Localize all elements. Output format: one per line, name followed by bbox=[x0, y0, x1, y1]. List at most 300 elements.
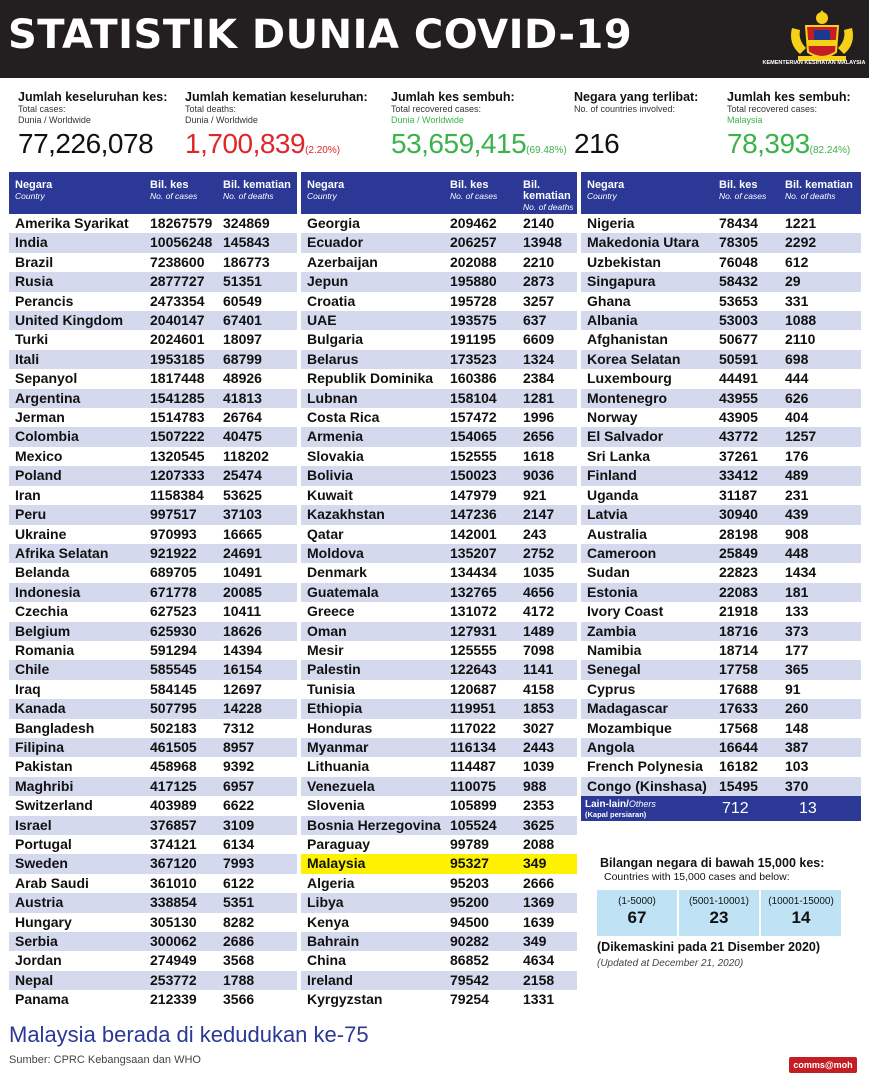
table-row bbox=[9, 583, 297, 602]
case-count: 44491 bbox=[719, 370, 758, 387]
case-count: 2473354 bbox=[150, 292, 205, 309]
table-row bbox=[581, 680, 861, 699]
table-row bbox=[581, 583, 861, 602]
case-count: 1207333 bbox=[150, 467, 205, 484]
case-count: 154065 bbox=[450, 428, 497, 445]
death-count: 2656 bbox=[523, 428, 555, 445]
case-count: 127931 bbox=[450, 622, 497, 639]
table-row bbox=[301, 466, 577, 485]
country-name: United Kingdom bbox=[15, 312, 124, 329]
death-count: 1853 bbox=[523, 700, 555, 717]
recovered-world-value: 53,659,415(69.48%) bbox=[391, 128, 567, 159]
table-row bbox=[9, 816, 297, 835]
case-count: 119951 bbox=[450, 700, 496, 717]
table-row bbox=[9, 525, 297, 544]
death-count: 260 bbox=[785, 700, 809, 717]
death-count: 29 bbox=[785, 273, 801, 290]
country-name: Azerbaijan bbox=[307, 253, 378, 270]
death-count: 9392 bbox=[223, 758, 255, 775]
below-threshold-section: Bilangan negara di bawah 15,000 kes: Countries with 15,000 cases and below: bbox=[600, 856, 825, 883]
country-name: Belarus bbox=[307, 350, 359, 367]
country-name: Oman bbox=[307, 622, 347, 639]
case-count: 591294 bbox=[150, 641, 197, 658]
country-name: Bahrain bbox=[307, 933, 360, 950]
case-count: 2040147 bbox=[150, 312, 205, 329]
table-row bbox=[9, 680, 297, 699]
country-name: Kyrgyzstan bbox=[307, 991, 383, 1008]
death-count: 60549 bbox=[223, 292, 262, 309]
case-count: 120687 bbox=[450, 680, 497, 697]
others-row: Lain-lain/Others (Kapal persiaran) 712 13 bbox=[581, 796, 861, 821]
case-count: 53003 bbox=[719, 312, 758, 329]
country-name: Belgium bbox=[15, 622, 71, 639]
table-row bbox=[581, 311, 861, 330]
case-count: 50591 bbox=[719, 350, 758, 367]
table-row bbox=[9, 292, 297, 311]
table-row bbox=[9, 602, 297, 621]
table-row bbox=[9, 641, 297, 660]
table-row bbox=[581, 777, 861, 796]
country-name: Iraq bbox=[15, 680, 41, 697]
case-count: 417125 bbox=[150, 777, 197, 794]
death-count: 2210 bbox=[523, 253, 555, 270]
death-count: 41813 bbox=[223, 389, 262, 406]
death-count: 3109 bbox=[223, 816, 255, 833]
header-deaths: Bil. kematian No. of deaths bbox=[523, 179, 574, 212]
table-row bbox=[581, 330, 861, 349]
table-row bbox=[9, 854, 297, 873]
table-row bbox=[301, 854, 577, 873]
country-name: Republik Dominika bbox=[307, 370, 434, 387]
case-count: 18267579 bbox=[150, 215, 213, 231]
death-count: 626 bbox=[785, 389, 809, 406]
death-count: 1281 bbox=[523, 389, 555, 406]
table-row bbox=[581, 447, 861, 466]
country-name: Indonesia bbox=[15, 583, 81, 600]
death-count: 387 bbox=[785, 738, 809, 755]
table-row bbox=[9, 350, 297, 369]
country-name: Angola bbox=[587, 738, 635, 755]
country-name: Nepal bbox=[15, 971, 54, 988]
header-country: Negara Country bbox=[15, 179, 53, 201]
death-count: 2158 bbox=[523, 971, 555, 988]
case-count: 116134 bbox=[450, 738, 496, 755]
table-row bbox=[301, 816, 577, 835]
death-count: 2384 bbox=[523, 370, 555, 387]
country-name: Peru bbox=[15, 506, 47, 523]
range-box: (1-5000) 67 bbox=[597, 890, 677, 936]
death-count: 444 bbox=[785, 370, 809, 387]
country-name: Madagascar bbox=[587, 700, 668, 717]
case-count: 403989 bbox=[150, 797, 197, 814]
case-count: 997517 bbox=[150, 506, 197, 523]
death-count: 921 bbox=[523, 486, 547, 503]
case-count: 94500 bbox=[450, 913, 489, 930]
death-count: 1369 bbox=[523, 894, 555, 911]
country-name: Colombia bbox=[15, 428, 79, 445]
case-count: 95327 bbox=[450, 855, 489, 872]
country-name: Turki bbox=[15, 331, 49, 348]
death-count: 16665 bbox=[223, 525, 262, 542]
table-row bbox=[301, 796, 577, 815]
country-name: Uzbekistan bbox=[587, 253, 661, 270]
case-count: 158104 bbox=[450, 389, 497, 406]
death-count: 1639 bbox=[523, 913, 555, 930]
table-row bbox=[301, 951, 577, 970]
country-name: Lithuania bbox=[307, 758, 370, 775]
country-name: French Polynesia bbox=[587, 758, 703, 775]
table-row bbox=[9, 757, 297, 776]
country-name: Cameroon bbox=[587, 544, 657, 561]
table-row bbox=[301, 447, 577, 466]
case-count: 110075 bbox=[450, 777, 496, 794]
country-name: Ghana bbox=[587, 292, 631, 309]
case-count: 105524 bbox=[450, 816, 497, 833]
country-name: Malaysia bbox=[307, 855, 366, 872]
country-name: Portugal bbox=[15, 836, 72, 852]
country-name: Tunisia bbox=[307, 680, 355, 697]
case-count: 16644 bbox=[719, 738, 758, 755]
death-count: 48926 bbox=[223, 370, 262, 387]
table-row bbox=[301, 544, 577, 563]
table-row bbox=[9, 932, 297, 951]
table-row bbox=[301, 835, 577, 854]
table-row bbox=[9, 389, 297, 408]
malaysia-rank: Malaysia berada di kedudukan ke-75 bbox=[9, 1022, 369, 1047]
stat-countries: Negara yang terlibat: No. of countries involved: 216 bbox=[574, 90, 699, 159]
death-count: 186773 bbox=[223, 253, 270, 270]
country-name: Guatemala bbox=[307, 583, 379, 600]
death-count: 12697 bbox=[223, 680, 262, 697]
country-name: Jerman bbox=[15, 409, 65, 426]
death-count: 1489 bbox=[523, 622, 555, 639]
country-name: Serbia bbox=[15, 933, 58, 950]
country-name: Uganda bbox=[587, 486, 639, 503]
table-row bbox=[9, 466, 297, 485]
country-name: El Salvador bbox=[587, 428, 664, 445]
death-count: 1035 bbox=[523, 564, 555, 581]
country-name: Maghribi bbox=[15, 777, 74, 794]
case-count: 1541285 bbox=[150, 389, 205, 406]
table-row bbox=[9, 214, 297, 233]
case-count: 152555 bbox=[450, 447, 497, 464]
death-count: 3027 bbox=[523, 719, 555, 736]
table-row bbox=[9, 233, 297, 252]
death-count: 26764 bbox=[223, 409, 262, 426]
death-count: 331 bbox=[785, 292, 809, 309]
table-header bbox=[301, 172, 577, 214]
case-count: 25849 bbox=[719, 544, 758, 561]
case-count: 18714 bbox=[719, 641, 758, 658]
table-row bbox=[9, 990, 297, 1009]
case-count: 43955 bbox=[719, 389, 758, 406]
table-row bbox=[301, 486, 577, 505]
case-count: 585545 bbox=[150, 661, 197, 678]
header-cases: Bil. kes No. of cases bbox=[719, 179, 767, 201]
country-name: Jepun bbox=[307, 273, 349, 290]
case-count: 305130 bbox=[150, 913, 197, 930]
table-row bbox=[9, 563, 297, 582]
countries-value: 216 bbox=[574, 128, 620, 159]
table-row bbox=[9, 951, 297, 970]
table-row bbox=[9, 272, 297, 291]
table-row bbox=[581, 389, 861, 408]
country-name: Rusia bbox=[15, 273, 54, 290]
table-row bbox=[301, 641, 577, 660]
table-row bbox=[301, 757, 577, 776]
death-count: 7993 bbox=[223, 855, 255, 872]
country-name: Algeria bbox=[307, 874, 355, 891]
death-count: 20085 bbox=[223, 583, 262, 600]
case-count: 30940 bbox=[719, 506, 758, 523]
case-count: 31187 bbox=[719, 486, 758, 503]
death-count: 1788 bbox=[223, 971, 255, 988]
country-name: Kuwait bbox=[307, 486, 353, 503]
death-count: 18626 bbox=[223, 622, 262, 639]
table-row bbox=[301, 350, 577, 369]
death-count: 1324 bbox=[523, 350, 555, 367]
country-name: Ireland bbox=[307, 971, 353, 988]
country-name: Ivory Coast bbox=[587, 603, 664, 620]
country-name: Lubnan bbox=[307, 389, 358, 406]
table-row bbox=[581, 408, 861, 427]
country-name: Cyprus bbox=[587, 680, 636, 697]
case-count: 95200 bbox=[450, 894, 489, 911]
death-count: 8957 bbox=[223, 738, 255, 755]
country-name: Croatia bbox=[307, 292, 356, 309]
table-row bbox=[581, 369, 861, 388]
updated-date: (Dikemaskini pada 21 Disember 2020) bbox=[597, 940, 821, 954]
death-count: 51351 bbox=[223, 273, 262, 290]
death-count: 40475 bbox=[223, 428, 262, 445]
table-row bbox=[9, 369, 297, 388]
table-row bbox=[581, 622, 861, 641]
death-count: 612 bbox=[785, 253, 809, 270]
death-count: 37103 bbox=[223, 506, 262, 523]
country-name: Ethiopia bbox=[307, 700, 363, 717]
table-row bbox=[301, 602, 577, 621]
header-cases: Bil. kes No. of cases bbox=[150, 179, 198, 201]
death-count: 4656 bbox=[523, 583, 555, 600]
death-count: 9036 bbox=[523, 467, 555, 484]
death-count: 3566 bbox=[223, 991, 255, 1008]
death-count: 698 bbox=[785, 350, 809, 367]
country-table-2 bbox=[301, 172, 577, 1010]
table-row bbox=[581, 486, 861, 505]
table-row bbox=[301, 874, 577, 893]
case-count: 18716 bbox=[719, 622, 758, 639]
death-count: 6957 bbox=[223, 777, 255, 794]
table-row bbox=[9, 913, 297, 932]
death-count: 1221 bbox=[785, 215, 817, 231]
country-name: Montenegro bbox=[587, 389, 668, 406]
country-name: Mesir bbox=[307, 641, 344, 658]
country-table-3 bbox=[581, 172, 861, 796]
country-name: Bolivia bbox=[307, 467, 353, 484]
table-row bbox=[301, 369, 577, 388]
table-row bbox=[9, 719, 297, 738]
country-name: Czechia bbox=[15, 603, 68, 620]
death-count: 370 bbox=[785, 777, 809, 794]
case-count: 142001 bbox=[450, 525, 497, 542]
death-count: 10491 bbox=[223, 564, 262, 581]
case-count: 173523 bbox=[450, 350, 497, 367]
country-name: Hungary bbox=[15, 913, 72, 930]
table-row bbox=[581, 641, 861, 660]
case-count: 134434 bbox=[450, 564, 497, 581]
table-row bbox=[581, 699, 861, 718]
case-count: 15495 bbox=[719, 777, 758, 794]
death-count: 181 bbox=[785, 583, 809, 600]
country-name: Kazakhstan bbox=[307, 506, 385, 523]
table-row bbox=[301, 913, 577, 932]
country-name: Sri Lanka bbox=[587, 447, 651, 464]
case-count: 76048 bbox=[719, 253, 758, 270]
death-count: 67401 bbox=[223, 312, 262, 329]
table-row bbox=[9, 311, 297, 330]
death-count: 489 bbox=[785, 467, 809, 484]
table-row bbox=[9, 738, 297, 757]
death-count: 2666 bbox=[523, 874, 555, 891]
country-name: Kanada bbox=[15, 700, 66, 717]
case-count: 43905 bbox=[719, 409, 758, 426]
death-count: 3625 bbox=[523, 816, 555, 833]
table-row bbox=[301, 505, 577, 524]
table-row bbox=[9, 622, 297, 641]
country-name: UAE bbox=[307, 312, 337, 329]
table-header bbox=[9, 172, 297, 214]
case-count: 202088 bbox=[450, 253, 497, 270]
case-count: 970993 bbox=[150, 525, 197, 542]
death-count: 2140 bbox=[523, 215, 555, 231]
case-count: 58432 bbox=[719, 273, 758, 290]
case-count: 150023 bbox=[450, 467, 497, 484]
death-count: 3257 bbox=[523, 292, 555, 309]
country-name: Norway bbox=[587, 409, 638, 426]
country-name: Filipina bbox=[15, 738, 64, 755]
table-row bbox=[301, 660, 577, 679]
table-row bbox=[301, 699, 577, 718]
case-count: 117022 bbox=[450, 719, 496, 736]
death-count: 133 bbox=[785, 603, 809, 620]
table-header bbox=[581, 172, 861, 214]
country-name: Paraguay bbox=[307, 836, 371, 852]
case-count: 17758 bbox=[719, 661, 758, 678]
total-cases-value: 77,226,078 bbox=[18, 128, 154, 159]
case-count: 1953185 bbox=[150, 350, 205, 367]
case-count: 689705 bbox=[150, 564, 197, 581]
death-count: 25474 bbox=[223, 467, 262, 484]
country-name: Georgia bbox=[307, 215, 360, 231]
table-row bbox=[9, 796, 297, 815]
case-count: 374121 bbox=[150, 836, 197, 852]
death-count: 177 bbox=[785, 641, 809, 658]
death-count: 14394 bbox=[223, 641, 262, 658]
case-count: 195880 bbox=[450, 273, 497, 290]
death-count: 14228 bbox=[223, 700, 262, 717]
table-row bbox=[301, 427, 577, 446]
death-count: 243 bbox=[523, 525, 547, 542]
country-name: Belanda bbox=[15, 564, 70, 581]
country-name: Namibia bbox=[587, 641, 642, 658]
country-name: Arab Saudi bbox=[15, 874, 89, 891]
table-row bbox=[9, 874, 297, 893]
stat-recovered-malaysia: Jumlah kes sembuh: Total recovered cases: Malaysia 78,393(82.24%) bbox=[727, 90, 851, 159]
death-count: 1331 bbox=[523, 991, 555, 1008]
country-name: Bosnia Herzegovina bbox=[307, 816, 441, 833]
table-row bbox=[301, 233, 577, 252]
case-count: 2877727 bbox=[150, 273, 205, 290]
death-count: 1996 bbox=[523, 409, 555, 426]
table-row bbox=[301, 680, 577, 699]
table-row bbox=[9, 408, 297, 427]
country-table-1 bbox=[9, 172, 297, 1010]
table-row bbox=[9, 427, 297, 446]
country-name: Jordan bbox=[15, 952, 62, 969]
death-count: 2752 bbox=[523, 544, 555, 561]
death-count: 18097 bbox=[223, 331, 262, 348]
country-name: Albania bbox=[587, 312, 638, 329]
death-count: 231 bbox=[785, 486, 809, 503]
country-name: Afghanistan bbox=[587, 331, 668, 348]
death-count: 8282 bbox=[223, 913, 255, 930]
death-count: 3568 bbox=[223, 952, 255, 969]
case-count: 78434 bbox=[719, 215, 758, 231]
table-row bbox=[301, 311, 577, 330]
table-row bbox=[581, 272, 861, 291]
case-count: 300062 bbox=[150, 933, 197, 950]
table-row bbox=[301, 389, 577, 408]
table-row bbox=[581, 427, 861, 446]
table-row bbox=[301, 971, 577, 990]
country-name: Luxembourg bbox=[587, 370, 672, 387]
table-row bbox=[581, 563, 861, 582]
case-count: 461505 bbox=[150, 738, 197, 755]
others-cases: 712 bbox=[722, 800, 749, 817]
case-count: 22823 bbox=[719, 564, 758, 581]
case-count: 671778 bbox=[150, 583, 197, 600]
death-count: 7098 bbox=[523, 641, 555, 658]
country-name: Qatar bbox=[307, 525, 344, 542]
table-row bbox=[581, 602, 861, 621]
table-row bbox=[581, 660, 861, 679]
country-name: Congo (Kinshasa) bbox=[587, 777, 707, 794]
summary-stats bbox=[0, 90, 869, 170]
case-count: 122643 bbox=[450, 661, 497, 678]
total-deaths-value: 1,700,839(2.20%) bbox=[185, 128, 341, 159]
table-row bbox=[9, 971, 297, 990]
country-name: Sweden bbox=[15, 855, 68, 872]
death-count: 10411 bbox=[223, 603, 262, 620]
table-row bbox=[301, 622, 577, 641]
table-row bbox=[301, 738, 577, 757]
country-name: Perancis bbox=[15, 292, 74, 309]
country-name: Palestin bbox=[307, 661, 361, 678]
country-name: Estonia bbox=[587, 583, 638, 600]
case-count: 22083 bbox=[719, 583, 758, 600]
case-count: 502183 bbox=[150, 719, 197, 736]
source-text: Sumber: CPRC Kebangsaan dan WHO bbox=[9, 1054, 201, 1066]
table-row bbox=[301, 408, 577, 427]
case-count: 1514783 bbox=[150, 409, 205, 426]
comms-badge: comms@moh bbox=[789, 1057, 857, 1073]
country-name: Mexico bbox=[15, 447, 63, 464]
country-name: Pakistan bbox=[15, 758, 73, 775]
death-count: 13948 bbox=[523, 234, 562, 251]
country-name: China bbox=[307, 952, 346, 969]
case-count: 625930 bbox=[150, 622, 197, 639]
death-count: 2292 bbox=[785, 234, 817, 251]
